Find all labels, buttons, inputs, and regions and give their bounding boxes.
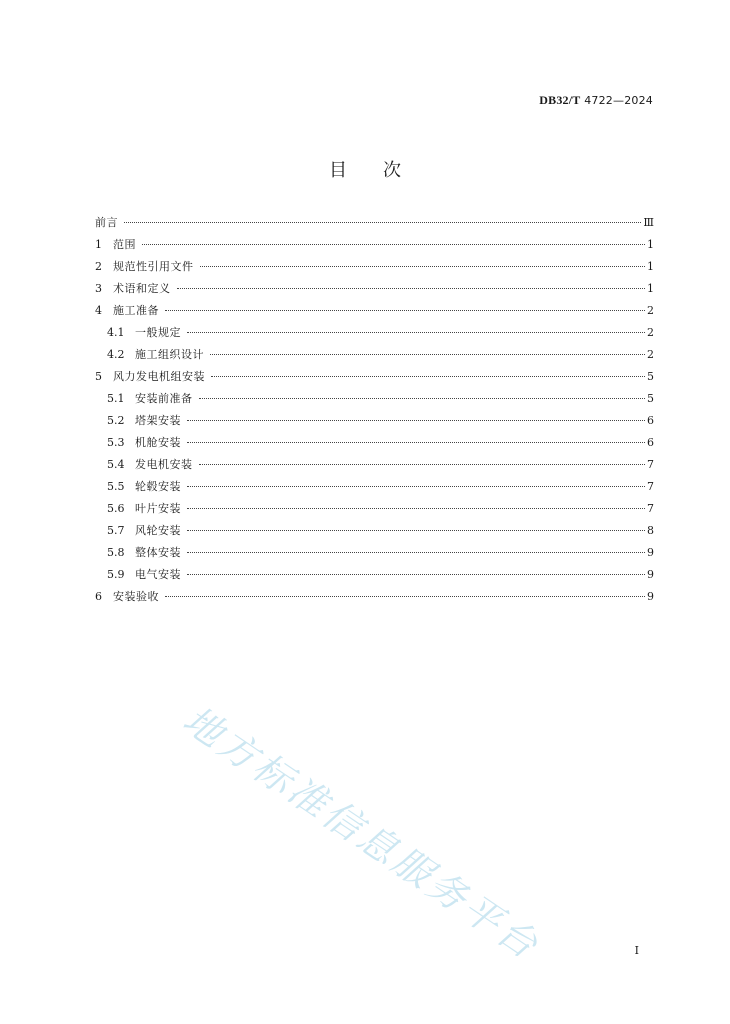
toc-entry-number: 5.7 [107, 524, 125, 537]
toc-dot-leader [200, 266, 646, 267]
toc-entry[interactable] [95, 388, 654, 410]
toc-entry-page: 2 [647, 326, 654, 339]
toc-entry-label: 施工组织设计 [135, 348, 204, 361]
watermark: 地方标准信息服务平台 [175, 697, 549, 969]
toc-dot-leader [187, 552, 645, 553]
toc-entry[interactable] [95, 410, 654, 432]
toc-dot-leader [177, 288, 646, 289]
toc-entry-label: 风力发电机组安装 [113, 370, 205, 383]
toc-entry-label: 施工准备 [113, 304, 159, 317]
toc-dot-leader [124, 222, 641, 223]
toc-entry-page: 1 [647, 260, 654, 273]
standard-prefix: DB32/T [539, 93, 581, 107]
toc-entry-label: 安装验收 [113, 590, 159, 603]
toc-entry-page: 1 [647, 238, 654, 251]
toc-entry[interactable] [95, 256, 654, 278]
toc-entry-page: 9 [647, 568, 654, 581]
toc-entry[interactable] [95, 234, 654, 256]
toc-dot-leader [187, 508, 645, 509]
toc-entry-page: 8 [647, 524, 654, 537]
toc-dot-leader [142, 244, 645, 245]
toc-entry[interactable] [95, 432, 654, 454]
title-char-2: 次 [383, 160, 401, 181]
toc-dot-leader [165, 596, 645, 597]
toc-entry-number: 4 [95, 304, 102, 317]
toc-dot-leader [187, 442, 645, 443]
standard-number: 4722—2024 [584, 94, 653, 107]
toc-entry-page: 5 [647, 370, 654, 383]
toc-entry-label: 机舱安装 [135, 436, 181, 449]
toc-entry[interactable] [95, 278, 654, 300]
toc-entry-page: 2 [647, 304, 654, 317]
toc-entry-page: Ⅲ [643, 216, 654, 229]
toc-entry[interactable] [95, 322, 654, 344]
toc-entry-page: 9 [647, 546, 654, 559]
toc-entry-number: 5.1 [107, 392, 125, 405]
toc-entry-number: 5.4 [107, 458, 125, 471]
toc-entry-page: 6 [647, 436, 654, 449]
toc-entry-number: 5.6 [107, 502, 125, 515]
toc-entry-number: 5.8 [107, 546, 125, 559]
toc-entry-page: 5 [647, 392, 654, 405]
toc-dot-leader [187, 574, 645, 575]
title-char-1: 目 [329, 160, 347, 181]
toc-entry-label: 一般规定 [135, 326, 181, 339]
toc-entry[interactable] [95, 344, 654, 366]
toc-entry-label: 电气安装 [135, 568, 181, 581]
toc-entry-label: 范围 [113, 238, 136, 251]
toc-entry-number: 5.2 [107, 414, 125, 427]
toc-entry-label: 塔架安装 [135, 414, 181, 427]
toc-dot-leader [211, 376, 645, 377]
toc-entry[interactable] [95, 454, 654, 476]
toc-dot-leader [187, 486, 645, 487]
toc-entry-page: 7 [647, 502, 654, 515]
toc-entry-number: 5.9 [107, 568, 125, 581]
toc-entry-label: 风轮安装 [135, 524, 181, 537]
page-number: I [634, 944, 639, 957]
standard-code [539, 93, 653, 108]
toc-entry[interactable] [95, 366, 654, 388]
toc-entry[interactable] [95, 498, 654, 520]
toc-dot-leader [199, 398, 646, 399]
toc-entry-label: 发电机安装 [135, 458, 193, 471]
toc-entry[interactable] [95, 586, 654, 608]
toc-entry-label: 安装前准备 [135, 392, 193, 405]
toc-entry[interactable] [95, 212, 654, 234]
toc-entry-page: 7 [647, 458, 654, 471]
toc-entry-label: 术语和定义 [113, 282, 171, 295]
toc-entry-page: 6 [647, 414, 654, 427]
toc-dot-leader [187, 420, 645, 421]
toc-dot-leader [165, 310, 645, 311]
toc-entry-page: 9 [647, 590, 654, 603]
toc-entry-label: 前言 [95, 216, 118, 229]
toc-entry-number: 3 [95, 282, 102, 295]
toc-entry-page: 2 [647, 348, 654, 361]
toc-entry-number: 4.1 [107, 326, 125, 339]
toc-dot-leader [187, 332, 645, 333]
toc-entry[interactable] [95, 300, 654, 322]
toc-entry[interactable] [95, 542, 654, 564]
toc-dot-leader [210, 354, 645, 355]
toc-entry-page: 1 [647, 282, 654, 295]
toc-entry-label: 整体安装 [135, 546, 181, 559]
toc-dot-leader [187, 530, 645, 531]
toc-entry-number: 4.2 [107, 348, 125, 361]
toc-entry-label: 规范性引用文件 [113, 260, 194, 273]
toc-entry-number: 2 [95, 260, 102, 273]
toc-entry-label: 叶片安装 [135, 502, 181, 515]
toc-entry-number: 5.3 [107, 436, 125, 449]
toc-entry[interactable] [95, 520, 654, 542]
page-title [0, 156, 730, 182]
toc-entry-label: 轮毂安装 [135, 480, 181, 493]
toc-entry-number: 5 [95, 370, 102, 383]
toc-dot-leader [199, 464, 646, 465]
toc-entry-number: 6 [95, 590, 102, 603]
toc-entry[interactable] [95, 564, 654, 586]
toc-entry-page: 7 [647, 480, 654, 493]
toc-entry-number: 5.5 [107, 480, 125, 493]
toc-entry[interactable] [95, 476, 654, 498]
table-of-contents [95, 212, 654, 608]
toc-entry-number: 1 [95, 238, 102, 251]
